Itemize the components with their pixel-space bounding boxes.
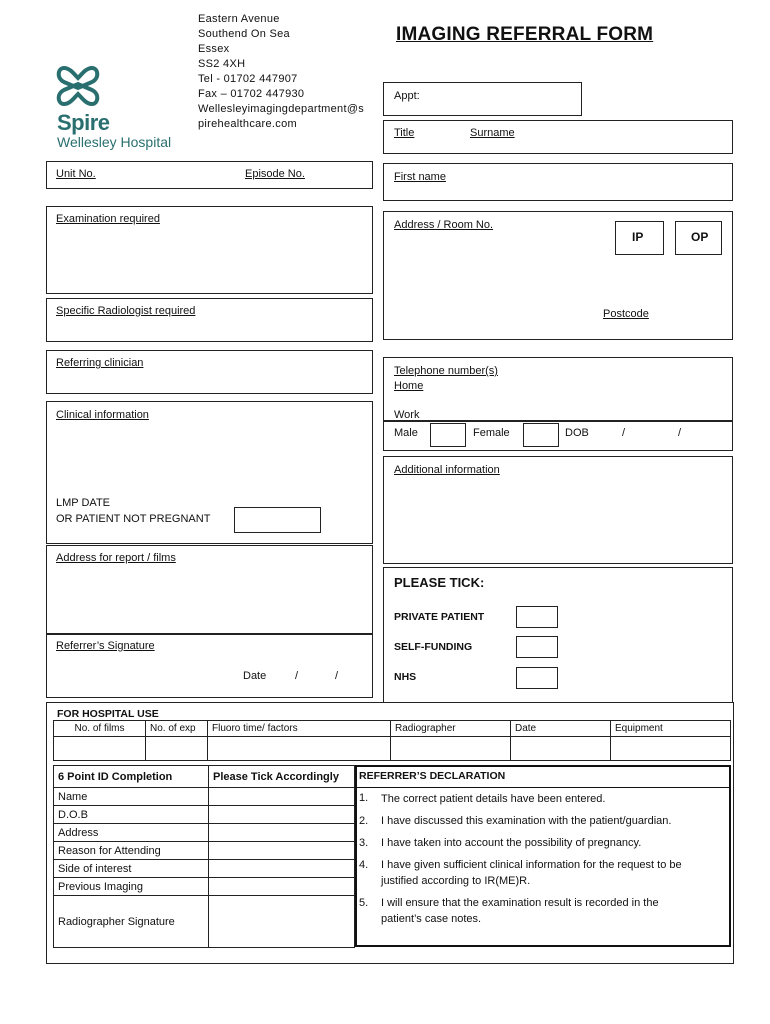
radiographer-signature-cell[interactable] (209, 896, 355, 948)
id-row-label: Previous Imaging (54, 878, 209, 896)
table-row (54, 788, 355, 806)
hospital-name: Wellesley Hospital (57, 134, 172, 150)
address-line: Southend On Sea (198, 28, 290, 40)
email-line: pirehealthcare.com (198, 118, 297, 130)
exp-cell[interactable] (146, 737, 208, 761)
table-row (54, 896, 355, 948)
nhs-label: NHS (394, 671, 417, 683)
email-line: Wellesleyimagingdepartment@s (198, 103, 365, 115)
female-label: Female (473, 427, 510, 439)
work-phone-label: Work (394, 409, 420, 421)
table-row (54, 860, 355, 878)
male-checkbox[interactable] (430, 423, 466, 447)
declaration-line: patient’s case notes. (381, 913, 482, 925)
female-checkbox[interactable] (523, 423, 559, 447)
declaration-line: I will ensure that the examination result is recorded in the (381, 897, 659, 909)
id-completion-table (53, 765, 355, 948)
report-address-label: Address for report / films (56, 552, 176, 564)
column-header: No. of exp (146, 721, 208, 737)
ip-label: IP (632, 230, 644, 244)
postcode-label: Postcode (603, 308, 649, 320)
declaration-item (381, 791, 605, 807)
declaration-box (355, 765, 731, 947)
home-phone-label: Home (394, 380, 424, 392)
declaration-line: justified according to IR(ME)R. (381, 875, 531, 887)
hospital-address (198, 12, 364, 132)
table-row (54, 878, 355, 896)
id-row-label: Side of interest (54, 860, 209, 878)
form-title: IMAGING REFERRAL FORM (396, 24, 654, 45)
phone-line: Tel - 01702 447907 (198, 73, 298, 85)
table-row (54, 737, 731, 761)
tick-cell[interactable] (209, 788, 355, 806)
examination-label: Examination required (56, 213, 160, 225)
declaration-item (381, 813, 671, 829)
tick-cell[interactable] (209, 860, 355, 878)
id-row-label: Name (54, 788, 209, 806)
male-label: Male (394, 427, 418, 439)
op-label: OP (691, 230, 709, 244)
tick-heading: Please Tick Accordingly (209, 766, 355, 788)
clinical-info-label: Clinical information (56, 409, 149, 421)
address-line: Essex (198, 43, 230, 55)
tick-cell[interactable] (209, 806, 355, 824)
self-funding-checkbox[interactable] (516, 636, 558, 658)
id-row-label: Address (54, 824, 209, 842)
table-row (54, 806, 355, 824)
declaration-number: 4. (359, 859, 369, 871)
declaration-heading: REFERRER’S DECLARATION (359, 770, 506, 782)
table-row (54, 842, 355, 860)
id-row-label: D.O.B (54, 806, 209, 824)
fax-line: Fax – 01702 447930 (198, 88, 305, 100)
title-label: Title (394, 127, 415, 139)
equipment-cell[interactable] (611, 737, 731, 761)
dob-separator: / (678, 427, 682, 439)
address-line: Eastern Avenue (198, 13, 280, 25)
column-header: Radiographer (391, 721, 511, 737)
unit-no-label: Unit No. (56, 168, 96, 180)
column-header: Fluoro time/ factors (208, 721, 391, 737)
lmp-date-input[interactable] (234, 507, 321, 533)
column-header: Equipment (611, 721, 731, 737)
dob-separator: / (622, 427, 626, 439)
declaration-line: The correct patient details have been entered. (381, 793, 606, 805)
table-row (54, 721, 731, 737)
not-pregnant-label: OR PATIENT NOT PREGNANT (56, 513, 211, 525)
table-row (54, 766, 355, 788)
dob-label: DOB (565, 427, 589, 439)
date-separator: / (295, 670, 299, 682)
appt-label: Appt: (394, 90, 420, 102)
hospital-use-heading: FOR HOSPITAL USE (57, 708, 159, 720)
additional-info-label: Additional information (394, 464, 500, 476)
address-room-label: Address / Room No. (394, 219, 494, 231)
clinician-label: Referring clinician (56, 357, 144, 369)
declaration-number: 3. (359, 837, 369, 849)
spire-logo-icon (56, 64, 102, 108)
tick-cell[interactable] (209, 878, 355, 896)
declaration-item (381, 857, 682, 889)
column-header: Date (511, 721, 611, 737)
declaration-line: I have given sufficient clinical information for the request to be (381, 859, 682, 871)
please-tick-heading: PLEASE TICK: (394, 575, 485, 590)
private-patient-checkbox[interactable] (516, 606, 558, 628)
films-cell[interactable] (54, 737, 146, 761)
radiographer-signature-label: Radiographer Signature (54, 896, 209, 948)
self-funding-label: SELF-FUNDING (394, 641, 473, 653)
name-box[interactable] (383, 120, 733, 154)
declaration-line: I have discussed this examination with the patient/guardian. (381, 815, 672, 827)
signature-date-label: Date (243, 670, 267, 682)
telephone-label: Telephone number(s) (394, 365, 498, 377)
radiographer-cell[interactable] (391, 737, 511, 761)
declaration-number: 5. (359, 897, 369, 909)
surname-label: Surname (470, 127, 515, 139)
radiologist-label: Specific Radiologist required (56, 305, 196, 317)
episode-no-label: Episode No. (245, 168, 305, 180)
declaration-item (381, 895, 659, 927)
date-separator: / (335, 670, 339, 682)
tick-cell[interactable] (209, 824, 355, 842)
hospital-use-table (53, 720, 731, 761)
declaration-line: I have taken into account the possibility of pregnancy. (381, 837, 642, 849)
nhs-checkbox[interactable] (516, 667, 558, 689)
date-cell[interactable] (511, 737, 611, 761)
declaration-number: 2. (359, 815, 369, 827)
id-heading: 6 Point ID Completion (54, 766, 209, 788)
tick-cell[interactable] (209, 842, 355, 860)
private-patient-label: PRIVATE PATIENT (394, 611, 485, 623)
lmp-date-label: LMP DATE (56, 497, 110, 509)
table-row (54, 824, 355, 842)
column-header: No. of films (54, 721, 146, 737)
first-name-label: First name (394, 171, 446, 183)
id-row-label: Reason for Attending (54, 842, 209, 860)
declaration-item (381, 835, 641, 851)
referrer-signature-label: Referrer’s Signature (56, 640, 155, 652)
declaration-number: 1. (359, 792, 369, 804)
address-line: SS2 4XH (198, 58, 246, 70)
brand-name: Spire (57, 110, 110, 135)
fluoro-cell[interactable] (208, 737, 391, 761)
